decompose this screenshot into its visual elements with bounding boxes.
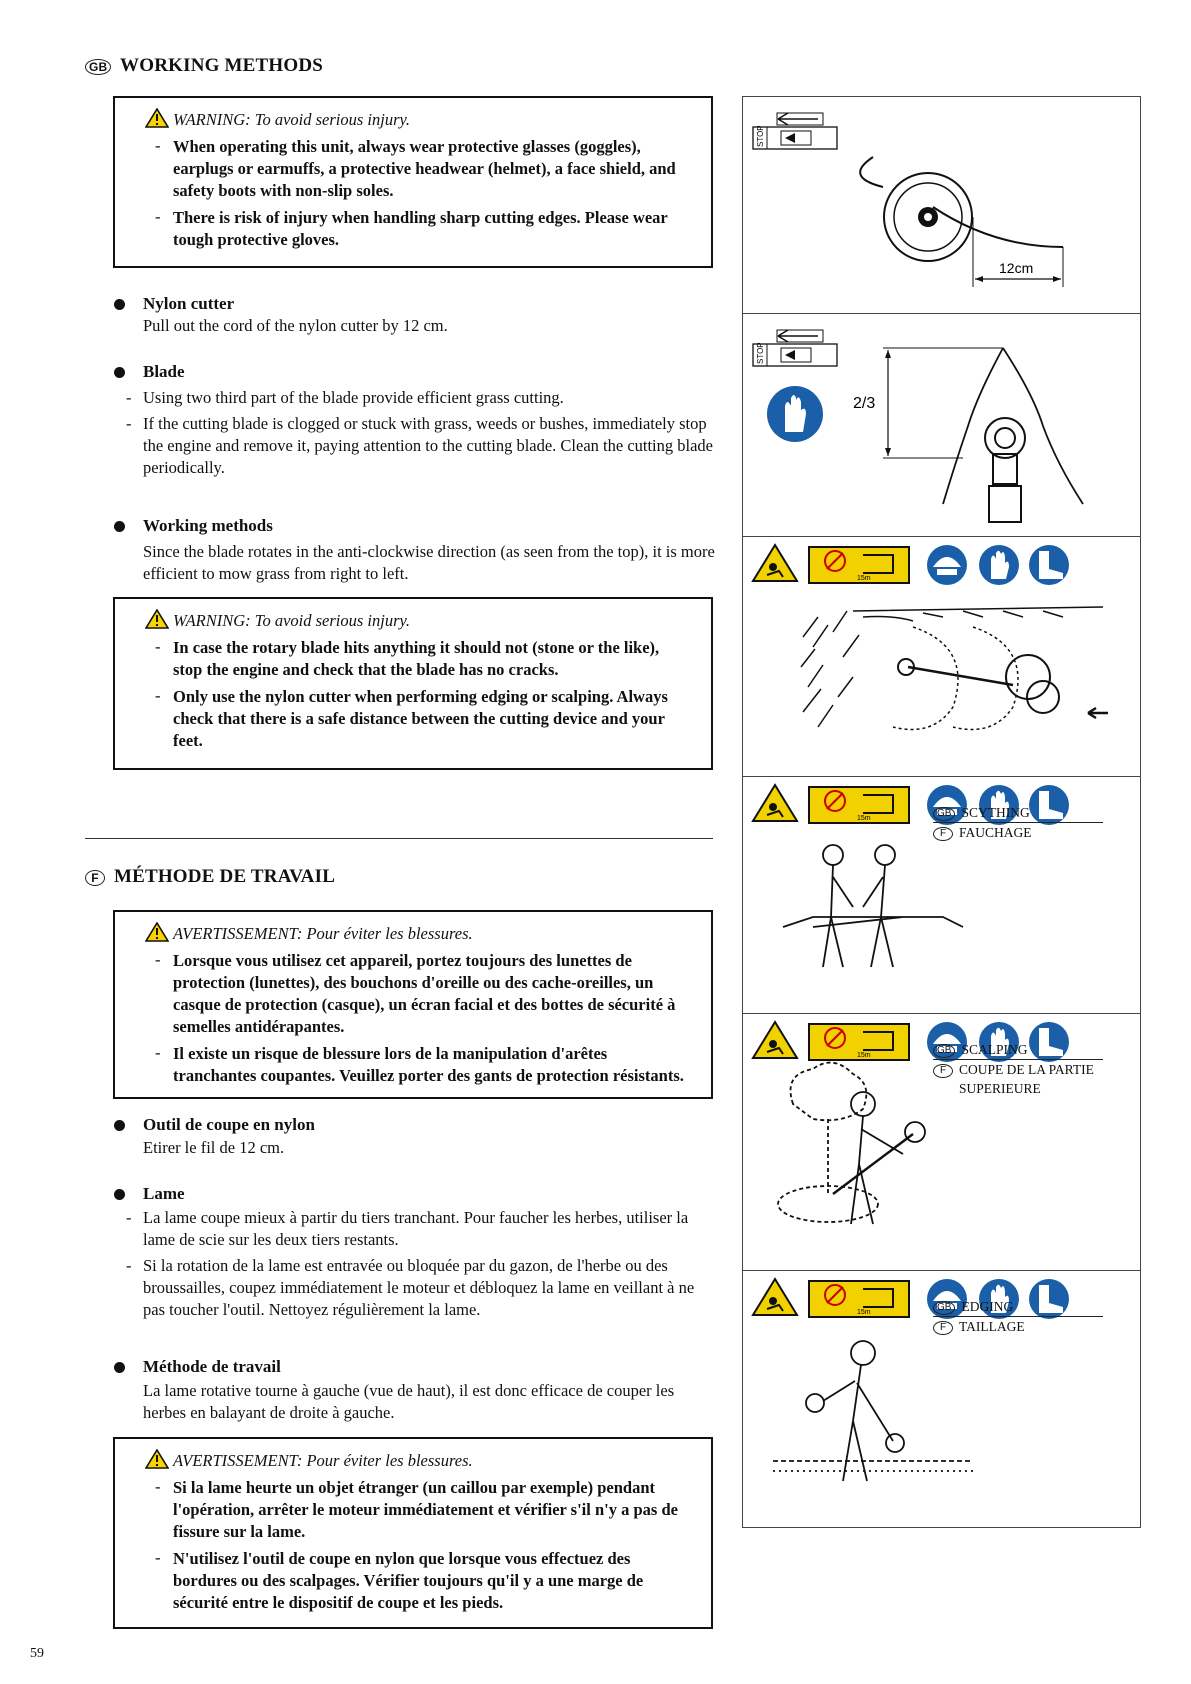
- gb-title-text: WORKING METHODS: [120, 55, 324, 76]
- fr-blade-line-2: - Si la rotation de la lame est entravée ou bloquée par du gazon, de l'herbe ou des broussailles, coupez immédiatement le moteur et débloquez la lame en veillant à ne pas toucher l'outil. Nettoyez régulièrement la lame.: [126, 1256, 695, 1319]
- figure-scything: [742, 776, 1141, 1014]
- stop-label: STOP: [756, 125, 765, 147]
- hazard-triangle-icon: [753, 1022, 797, 1058]
- fr-nylon-text: Etirer le fil de 12 cm.: [143, 1138, 285, 1157]
- scalping-f-label-2: SUPERIEURE: [959, 1081, 1041, 1096]
- gb-badge: GB: [933, 1301, 955, 1315]
- sign-distance-label: 15m: [857, 1309, 871, 1316]
- helmet-icon: [927, 545, 967, 585]
- fr-blade-line-1-text: La lame coupe mieux à partir du tiers tranchant. Pour faucher les herbes, utiliser la lame de scie sur les deux tiers restants.: [143, 1208, 689, 1249]
- gb-warning-1-heading-text: WARNING: To avoid serious injury.: [173, 110, 411, 129]
- scything-f-label: [933, 823, 1032, 842]
- gb-working-title: Working methods: [143, 516, 273, 535]
- figure-scalping: [742, 1013, 1141, 1271]
- gb-blade-line-1: - Using two third part of the blade provide efficient grass cutting.: [126, 388, 564, 407]
- hazard-triangle-icon: [753, 785, 797, 821]
- warning-triangle-icon: [145, 609, 169, 629]
- gb-warning-box-2: [113, 597, 713, 770]
- fr-blade-line-2-text: Si la rotation de la lame est entravée ou bloquée par du gazon, de l'herbe ou des broussailles, coupez immédiatement le moteur et débloquez la lame en veillant à ne pas toucher l'outil. Nettoyez régulièrement la lame.: [143, 1256, 695, 1319]
- scalping-f-text-1: COUPE DE LA PARTIE: [959, 1062, 1094, 1077]
- stop-switch-icon: [753, 113, 837, 149]
- scalping-gb-text: SCALPING: [961, 1042, 1028, 1057]
- section-divider: [85, 838, 713, 839]
- edging-gb-label: [933, 1297, 1103, 1317]
- figure-mowing-direction: [742, 536, 1141, 777]
- fr-blade-title: Lame: [143, 1184, 185, 1203]
- sign-distance-label: 15m: [857, 1052, 871, 1059]
- fr-warning-1-item-1: - Lorsque vous utilisez cet appareil, portez toujours des lunettes de protection (lunettes), des bouchons d'oreille ou des cache-oreilles, un casque de protection (casque), un écran facial et des bottes de sécurité à semelles antidérapantes.: [145, 950, 691, 1038]
- figure-nylon-cutter: [742, 96, 1141, 314]
- gloves-icon: [979, 545, 1019, 585]
- f-badge: F: [933, 1064, 953, 1078]
- distance-warning-sign: [809, 787, 909, 823]
- warning-triangle-icon: [145, 922, 169, 942]
- warning-triangle-icon: [145, 1449, 169, 1469]
- sign-distance-label: 15m: [857, 575, 871, 582]
- scything-gb-text: SCYTHING: [961, 805, 1030, 820]
- gb-warning-1-heading: [145, 108, 691, 131]
- fr-warning-2-item-2: - N'utilisez l'outil de coupe en nylon que lorsque vous effectuez des bordures ou des scalpages. Vérifier toujours qu'il y a une marge de sécurité entre le dispositif de coupe et les pieds.: [145, 1548, 691, 1614]
- stop-switch-icon: [753, 330, 837, 366]
- tree-and-worker: [778, 1063, 925, 1224]
- worker-figures: [783, 845, 963, 967]
- gb-badge: GB: [933, 807, 955, 821]
- hazard-triangle-icon: [753, 545, 797, 581]
- fr-warning-2-heading-text: AVERTISSEMENT: Pour éviter les blessures.: [173, 1451, 473, 1470]
- fr-warning-box-2: [113, 1437, 713, 1629]
- edging-gb-text: EDGING: [961, 1299, 1014, 1314]
- stop-label: STOP: [756, 342, 765, 364]
- fr-warning-1-heading: [145, 922, 691, 945]
- blade-illustration: [743, 314, 1141, 537]
- fr-warning-1-heading-text: AVERTISSEMENT: Pour éviter les blessures.: [173, 924, 473, 943]
- f-badge: F: [933, 827, 953, 841]
- f-badge: F: [933, 1321, 953, 1335]
- warning-triangle-icon: [145, 108, 169, 128]
- gb-warning-2-item-2: - Only use the nylon cutter when performing edging or scalping. Always check that there is a safe distance between the cutting device and your feet.: [145, 686, 691, 752]
- fr-warning-2-item-1: - Si la lame heurte un objet étranger (un caillou par exemple) pendant l'opération, arrêter le moteur immédiatement et vérifier s'il n'y a pas de fissure sur la lame.: [145, 1477, 691, 1543]
- nylon-cutter-illustration: [743, 97, 1141, 314]
- scalping-gb-label: [933, 1040, 1103, 1060]
- gb-blade-line-2-text: If the cutting blade is clogged or stuck with grass, weeds or bushes, immediately stop the engine and remove it, paying attention to the cutting blade. Clean the cutting blade periodically.: [143, 414, 713, 477]
- page-number: 59: [30, 1646, 44, 1661]
- safety-boots-icon: [1029, 545, 1069, 585]
- fr-working-text: La lame rotative tourne à gauche (vue de haut), il est donc efficace de couper les herbes en balayant de droite à gauche.: [143, 1381, 675, 1422]
- edging-f-text: TAILLAGE: [959, 1319, 1025, 1334]
- fr-section-title: [85, 866, 335, 888]
- distance-warning-sign: [809, 547, 909, 583]
- edging-worker: [773, 1341, 973, 1481]
- gb-badge: GB: [933, 1044, 955, 1058]
- gloves-icon: [767, 386, 823, 442]
- gb-working-text: Since the blade rotates in the anti-clockwise direction (as seen from the top), it is more efficient to mow grass from right to left.: [143, 542, 715, 583]
- fr-nylon-title: Outil de coupe en nylon: [143, 1115, 315, 1134]
- blade-fraction-label: 2/3: [853, 395, 876, 412]
- scything-f-text: FAUCHAGE: [959, 825, 1032, 840]
- hazard-triangle-icon: [753, 1279, 797, 1315]
- figure-edging: [742, 1270, 1141, 1528]
- sign-distance-label: 15m: [857, 815, 871, 822]
- fr-warning-box-1: [113, 910, 713, 1099]
- gb-blade-title: Blade: [143, 362, 185, 381]
- edging-f-label: [933, 1317, 1025, 1336]
- gb-warning-1-item-2: - There is risk of injury when handling sharp cutting edges. Please wear tough protective gloves.: [145, 207, 691, 251]
- mowing-illustration: [743, 537, 1141, 777]
- gb-warning-box-1: [113, 96, 713, 268]
- nylon-measure-label: 12cm: [999, 260, 1034, 276]
- gb-section-title: [85, 55, 323, 77]
- gb-warning-2-item-1: - In case the rotary blade hits anything it should not (stone or the like), stop the engine and check that the blade has no cracks.: [145, 637, 691, 681]
- scalping-f-label: [933, 1060, 1094, 1079]
- distance-warning-sign: [809, 1024, 909, 1060]
- gb-nylon-title: Nylon cutter: [143, 294, 235, 313]
- fr-title-text: MÉTHODE DE TRAVAIL: [113, 866, 336, 887]
- gb-badge: GB: [85, 59, 111, 75]
- scything-gb-label: [933, 803, 1103, 823]
- gb-warning-2-heading: [145, 609, 691, 632]
- gb-nylon-text: Pull out the cord of the nylon cutter by 12 cm.: [143, 316, 448, 335]
- fr-working-title: Méthode de travail: [143, 1357, 281, 1376]
- gb-blade-line-1-text: Using two third part of the blade provide efficient grass cutting.: [143, 388, 564, 407]
- fr-blade-line-1: - La lame coupe mieux à partir du tiers tranchant. Pour faucher les herbes, utiliser la lame de scie sur les deux tiers restants.: [126, 1208, 689, 1249]
- distance-warning-sign: [809, 1281, 909, 1317]
- fr-warning-2-heading: [145, 1449, 691, 1472]
- gb-warning-2-heading-text: WARNING: To avoid serious injury.: [173, 611, 411, 630]
- fr-badge: F: [85, 870, 105, 886]
- fr-warning-1-item-2: - Il existe un risque de blessure lors de la manipulation d'arêtes tranchantes coupantes. Veuillez porter des gants de protection résistants.: [145, 1043, 691, 1087]
- gb-warning-1-item-1: - When operating this unit, always wear protective glasses (goggles), earplugs or earmuffs, a protective headwear (helmet), a face shield, and safety boots with non-slip soles.: [145, 136, 691, 202]
- gb-blade-line-2: - If the cutting blade is clogged or stuck with grass, weeds or bushes, immediately stop the engine and remove it, paying attention to the cutting blade. Clean the cutting blade periodically.: [126, 414, 713, 477]
- figure-blade-two-thirds: [742, 313, 1141, 537]
